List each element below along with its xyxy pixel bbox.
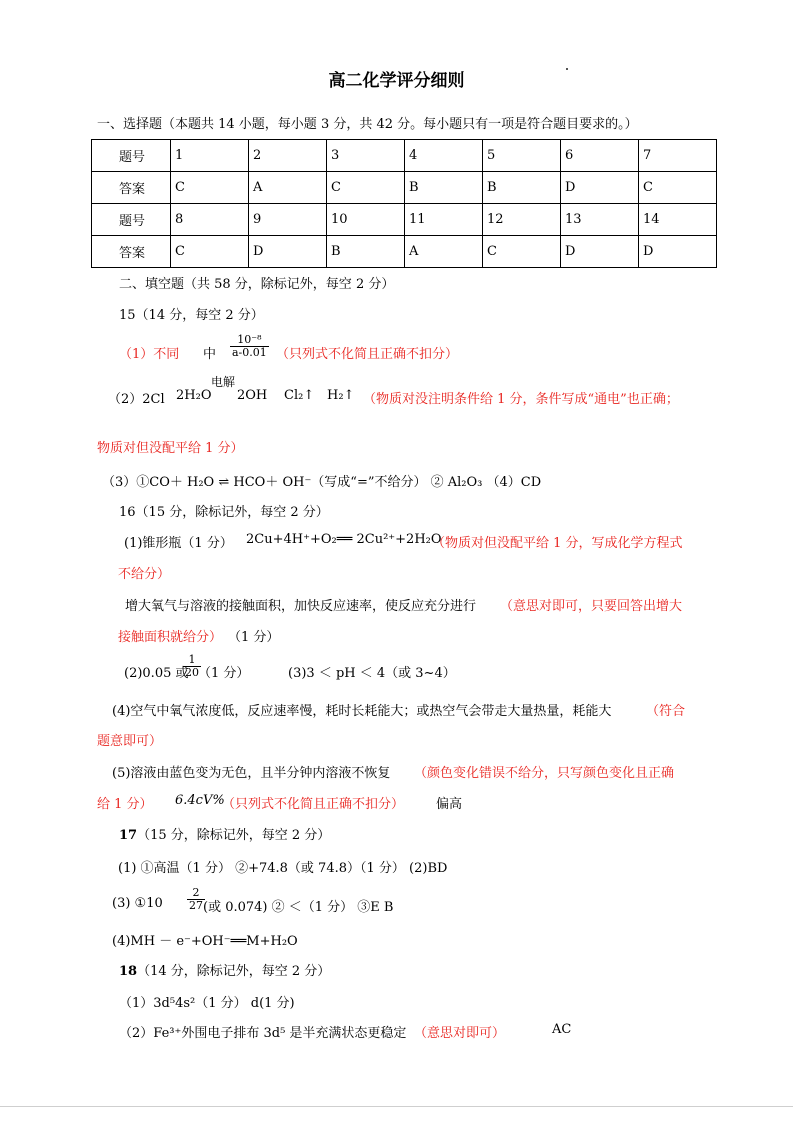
- table-cell: 14: [639, 204, 717, 236]
- q16-p5-note-1: （颜色变化错误不给分，只写颜色变化且正确: [414, 766, 675, 781]
- q15-p2-chlorine: Cl₂↑: [284, 388, 315, 403]
- q15-p2-hydroxide: 2OH: [237, 388, 268, 403]
- q17-heading: [119, 824, 330, 843]
- fraction-denominator: 20: [185, 666, 199, 680]
- page-title: 高二化学评分细则: [328, 71, 465, 91]
- table-cell: C: [639, 172, 717, 204]
- q17-number: 17: [119, 828, 138, 843]
- table-row: [92, 204, 717, 236]
- table-cell: B: [483, 172, 561, 204]
- table-cell: D: [249, 236, 327, 268]
- table-cell: 1: [171, 140, 249, 172]
- q16-p1-score: （1 分）: [228, 630, 280, 645]
- q16-p3: (3)3 ＜ pH ＜ 4（或 3~4）: [288, 666, 456, 681]
- q16-p5-note-2: 给 1 分）: [97, 797, 153, 812]
- table-cell: 13: [561, 204, 639, 236]
- q18-p1: （1）3d⁵4s²（1 分） d(1 分): [119, 996, 295, 1011]
- q17-heading-text: （15 分，除标记外，每空 2 分）: [137, 828, 331, 843]
- table-label-cell: 答案: [92, 172, 171, 204]
- table-cell: C: [483, 236, 561, 268]
- q15-p2-condition: 电解: [211, 375, 236, 389]
- page-bottom-rule: [0, 1106, 793, 1107]
- q18-number: 18: [119, 964, 138, 979]
- q18-p2: （2）Fe³⁺外围电子排布 3d⁵ 是半充满状态更稳定: [119, 1026, 407, 1041]
- q15-p2-note-1: （物质对没注明条件给 1 分，条件写成“通电”也正确；: [363, 392, 679, 407]
- q15-heading: 15（14 分，每空 2 分）: [119, 308, 264, 323]
- table-row: [92, 236, 717, 268]
- table-cell: B: [405, 172, 483, 204]
- fraction-denominator: 27: [189, 899, 203, 913]
- table-label-cell: 题号: [92, 140, 171, 172]
- q16-p1-note-1: （物质对但没配平给 1 分，写成化学方程式: [432, 536, 683, 551]
- q16-p4: (4)空气中氧气浓度低，反应速率慢，耗时长耗能大；或热空气会带走大量热量，耗能大: [112, 704, 612, 719]
- table-cell: A: [249, 172, 327, 204]
- table-cell: C: [171, 236, 249, 268]
- q16-p5: (5)溶液由蓝色变为无色，且半分钟内溶液不恢复: [112, 766, 391, 781]
- q17-p3-label: (3) ①10: [112, 896, 163, 911]
- q16-p5-answer: 偏高: [436, 797, 463, 812]
- table-cell: B: [327, 236, 405, 268]
- table-cell: 7: [639, 140, 717, 172]
- table-cell: 10: [327, 204, 405, 236]
- q16-p1-reason: 增大氧气与溶液的接触面积，加快反应速率，使反应充分进行: [125, 599, 477, 614]
- section-1-heading: 一、选择题（本题共 14 小题，每小题 3 分，共 42 分。每小题只有一项是符合题目要求的。）: [97, 117, 638, 132]
- q16-p1-note-2: 不给分）: [118, 567, 171, 582]
- q16-p1-label: (1)锥形瓶（1 分）: [124, 536, 233, 551]
- q16-p1-note-3: （意思对即可，只要回答出增大: [500, 599, 683, 614]
- table-row: [92, 140, 717, 172]
- q16-p1-equation: 2Cu+4H⁺+O₂══ 2Cu²⁺+2H₂O: [246, 532, 442, 547]
- table-cell: A: [405, 236, 483, 268]
- q15-p2-note-2: 物质对但没配平给 1 分）: [97, 441, 244, 456]
- q15-p1-fraction: [230, 334, 269, 359]
- q16-p4-note-1: （符合: [646, 704, 686, 719]
- q16-p2-score: （1 分）: [198, 666, 250, 681]
- section-2-heading: 二、填空题（共 58 分，除标记外，每空 2 分）: [119, 277, 395, 292]
- fraction-numerator: 2: [187, 887, 205, 900]
- table-cell: D: [639, 236, 717, 268]
- fraction-numerator: 10⁻⁸: [230, 334, 269, 347]
- q17-p3-rest: (或 0.074) ② ＜（1 分） ③E B: [203, 900, 394, 915]
- table-cell: 11: [405, 204, 483, 236]
- q15-p2-hydrogen: H₂↑: [327, 388, 355, 403]
- table-cell: 12: [483, 204, 561, 236]
- q16-p4-note-2: 题意即可）: [97, 734, 163, 749]
- q16-heading: 16（15 分，除标记外，每空 2 分）: [119, 505, 329, 520]
- table-cell: D: [561, 172, 639, 204]
- q16-p5-formula: 6.4cV%: [175, 793, 225, 808]
- q15-p1-word: 中: [203, 347, 217, 362]
- q16-p5-note-3: （只列式不化简且正确不扣分）: [222, 797, 405, 812]
- table-row: [92, 172, 717, 204]
- table-cell: C: [327, 172, 405, 204]
- q15-p1-note: （只列式不化简且正确不扣分）: [276, 347, 459, 362]
- q18-p2-note: （意思对即可）: [414, 1026, 506, 1041]
- table-cell: 5: [483, 140, 561, 172]
- q16-p2-label: (2)0.05 或: [124, 666, 189, 681]
- q15-p2-water: 2H₂O: [176, 388, 212, 403]
- q18-heading: [119, 960, 330, 979]
- table-cell: 4: [405, 140, 483, 172]
- table-cell: 9: [249, 204, 327, 236]
- table-cell: D: [561, 236, 639, 268]
- q18-heading-text: （14 分，除标记外，每空 2 分）: [137, 964, 331, 979]
- table-label-cell: 题号: [92, 204, 171, 236]
- q15-p1-label: （1）不同: [119, 347, 180, 362]
- q15-p2-label: （2）2Cl: [108, 392, 165, 407]
- q15-p3: （3）①CO＋ H₂O ⇌ HCO＋ OH⁻（写成“=”不给分） ② Al₂O₃ （4）CD: [102, 475, 542, 490]
- answer-table: [91, 139, 717, 268]
- table-cell: 8: [171, 204, 249, 236]
- table-label-cell: 答案: [92, 236, 171, 268]
- q16-p1-note-4: 接触面积就给分）: [118, 630, 223, 645]
- table-cell: 3: [327, 140, 405, 172]
- fraction-numerator: 1: [183, 654, 201, 667]
- fraction-denominator: a-0.01: [232, 346, 267, 360]
- q17-p4: (4)MH － e⁻+OH⁻══M+H₂O: [112, 934, 298, 949]
- q18-p2-answer: AC: [552, 1022, 572, 1037]
- table-cell: 2: [249, 140, 327, 172]
- q17-p1: (1) ①高温（1 分） ②+74.8（或 74.8）（1 分） (2)BD: [118, 861, 448, 876]
- table-cell: 6: [561, 140, 639, 172]
- table-cell: C: [171, 172, 249, 204]
